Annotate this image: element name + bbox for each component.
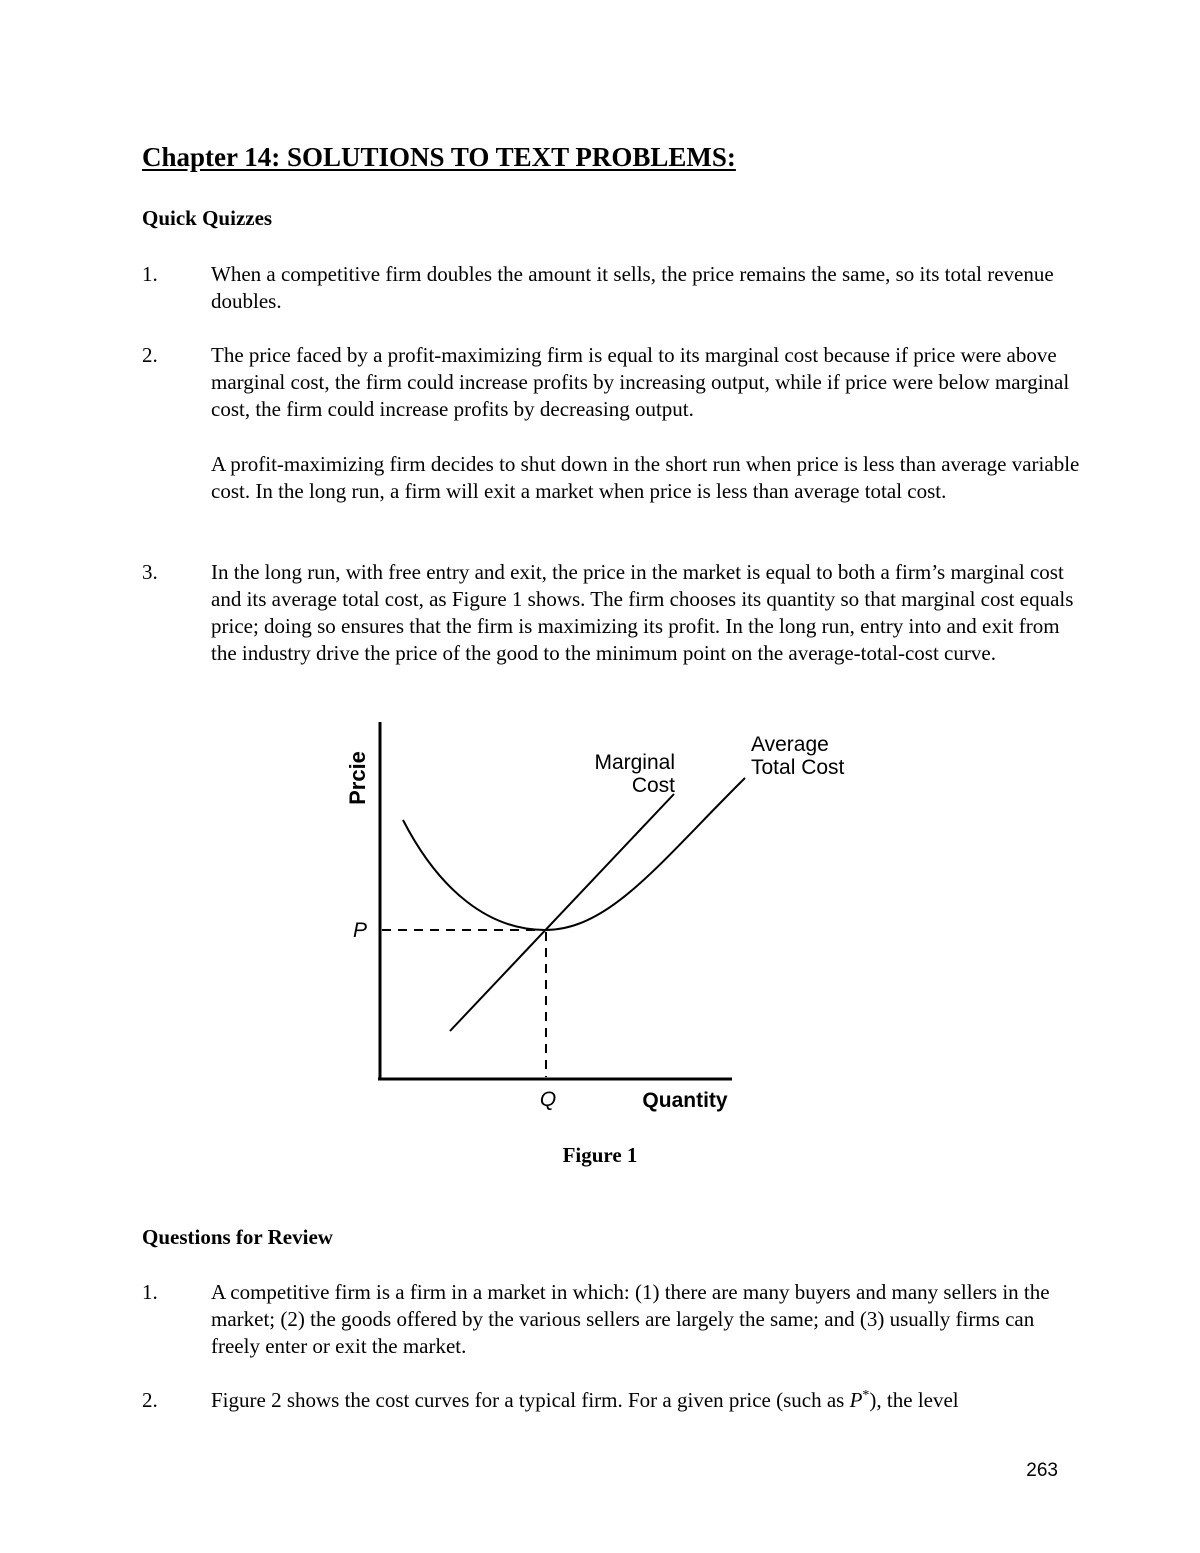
quiz-item-number: 1. — [142, 262, 158, 286]
y-axis-label: Prcie — [345, 751, 370, 805]
chapter-title: Chapter 14: SOLUTIONS TO TEXT PROBLEMS: — [142, 142, 736, 172]
price-symbol: P — [849, 1388, 863, 1412]
review-item-text-start: Figure 2 shows the cost curves for a typical firm. For a given price (such as — [211, 1388, 850, 1412]
cost-curves-graph — [330, 712, 870, 1132]
price-superscript: * — [862, 1388, 870, 1403]
quiz-item-number: 3. — [142, 560, 158, 584]
average-total-cost-label: Total Cost — [751, 756, 845, 779]
review-item-text — [211, 1387, 1081, 1414]
quiz-item-text: The price faced by a profit-maximizing firm is equal to its marginal cost because if price were above marginal cost, the firm could increase profits by increasing output, while if price were below marginal cost, the firm could increase profits by decreasing output. — [211, 343, 1070, 421]
figure-caption: Figure 1 — [562, 1143, 638, 1167]
review-item-number: 1. — [142, 1280, 158, 1304]
quantity-label: Q — [539, 1088, 557, 1111]
figure-1 — [330, 712, 870, 1132]
quiz-item-text: In the long run, with free entry and exit, the price in the market is equal to both a firm’s marginal cost and its average total cost, as Figure 1 shows. The firm chooses its quantity so that marginal cost equals price; doing so ensures that the firm is maximizing its profit. In the long run, entry into and exit from the industry drive the price of the good to the minimum point on the average-total-cost curve. — [211, 560, 1074, 665]
average-total-cost-curve — [403, 778, 745, 930]
quiz-item-text: A profit-maximizing firm decides to shut down in the short run when price is less than average variable cost. In the long run, a firm will exit a market when price is less than average total cost. — [211, 452, 1080, 503]
price-label: P — [352, 919, 368, 942]
marginal-cost-label: Marginal — [594, 751, 675, 774]
quick-quizzes-heading: Quick Quizzes — [142, 206, 273, 230]
quiz-item-number: 2. — [142, 343, 158, 367]
x-axis-label: Quantity — [642, 1089, 728, 1112]
marginal-cost-label: Cost — [631, 774, 675, 797]
quiz-item-text: When a competitive firm doubles the amount it sells, the price remains the same, so its total revenue doubles. — [211, 262, 1054, 313]
review-item-number: 2. — [142, 1388, 158, 1412]
review-item-text: A competitive firm is a firm in a market in which: (1) there are many buyers and many sellers in the market; (2) the goods offered by the various sellers are largely the same; and (3) usually firms can freely enter or exit the market. — [211, 1280, 1050, 1358]
questions-for-review-heading: Questions for Review — [142, 1225, 333, 1249]
review-item-text-end: ), the level — [869, 1388, 959, 1412]
average-total-cost-label: Average — [751, 733, 829, 756]
page-number: 263 — [1026, 1460, 1058, 1481]
